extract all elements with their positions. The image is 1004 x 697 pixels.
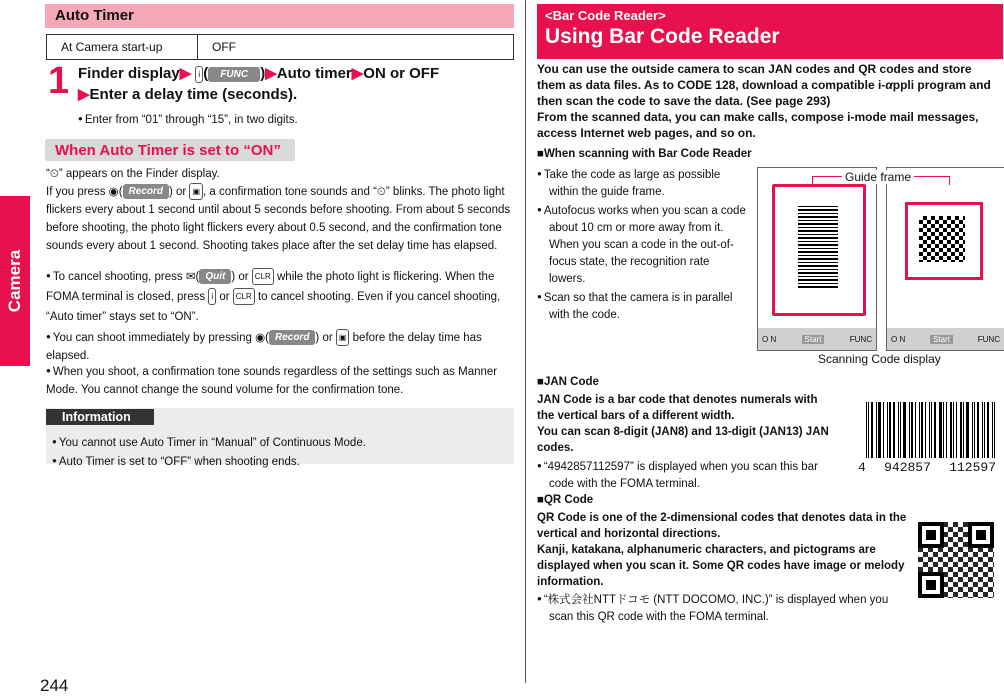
barcode-bar: [994, 402, 995, 458]
jan-bullet: ● “4942857112597” is displayed when you scan this bar code with the FOMA terminal.: [537, 457, 837, 493]
barcode-bar: [911, 402, 913, 458]
setting-label: At Camera start-up: [47, 35, 198, 60]
i-appli-key-icon: i: [195, 66, 203, 83]
scanning-caption: Scanning Code display: [818, 352, 941, 366]
barcode-bar: [866, 402, 867, 458]
chapter-header: [537, 4, 1003, 59]
clr-key-icon: CLR: [233, 288, 255, 305]
subhead: When Auto Timer is set to “ON”: [45, 139, 295, 161]
guide-frame-label: Guide frame: [842, 170, 914, 184]
intro-paragraph: You can use the outside camera to scan JAN codes and QR codes and store them as data files. As to CODE 128, download a compatible i-αppli program and then scan the code to save the data. (See page 293) From the scanned data, you can make calls, compose i-mode mail messages, access Internet web pages, and so on.: [537, 62, 991, 140]
qr-title: ■QR Code: [537, 494, 594, 506]
barcode-bar: [878, 402, 881, 458]
shoot-now-bullet: ● You can shoot immediately by pressing ◉( Record ) or ▣ before the delay time has elapsed.: [46, 328, 516, 365]
barcode-bar: [900, 402, 901, 458]
jan-digits: 4 942857 112597: [858, 460, 996, 475]
information-box: [46, 408, 514, 468]
barcode-bar: [963, 402, 964, 458]
barcode-bar: [898, 402, 899, 458]
barcode-bar: [982, 402, 983, 458]
barcode-bar: [915, 402, 916, 458]
timer-icon: ⏲: [49, 168, 59, 180]
scan-title: ■When scanning with Bar Code Reader: [537, 148, 752, 160]
barcode-bar: [953, 402, 954, 458]
mail-key-icon: ✉: [185, 271, 196, 283]
barcode-bar: [946, 402, 947, 458]
barcode-bar: [909, 402, 910, 458]
scan-screen-jan: [757, 167, 877, 351]
barcode-bar: [992, 402, 993, 458]
auto-timer-paragraph: “⏲” appears on the Finder display. If you press ◉( Record ) or ▣ , a confirmation tone sounds and “⏲” blinks. The photo light flickers every about 1 second until about 5 seconds before shooting. From about 5 seconds before shooting, the photo light flickers every about 0.5 second, and the confirmation tone sounds every about 1 second. Shooting takes place after the set delay time has elapsed.: [46, 168, 511, 252]
scan-screen-qr: [886, 167, 1004, 351]
barcode-bar: [919, 402, 920, 458]
phone-softkey-bar: O N Start FUNC: [887, 328, 1004, 350]
step-number: 1: [48, 60, 70, 102]
barcode-bar: [943, 402, 944, 458]
step-note: ● Enter from “01” through “15”, in two digits.: [78, 110, 298, 129]
sound-bullet: ● When you shoot, a confirmation tone sounds regardless of the settings such as Manner Mode. You cannot change the sound volume for the confirmation tone.: [46, 362, 516, 399]
barcode-bar: [871, 402, 873, 458]
side-key-icon: ▣: [336, 329, 350, 346]
qr-code-image: [918, 522, 994, 598]
section-title: Auto Timer: [45, 4, 514, 28]
center-key-icon: ◉: [255, 332, 266, 344]
barcode-bar: [977, 402, 979, 458]
i-appli-key-icon: i: [208, 288, 216, 305]
barcode-bar: [931, 402, 932, 458]
page-number: 244: [40, 676, 69, 695]
center-key-icon: ◉: [108, 186, 119, 198]
barcode-bar: [876, 402, 877, 458]
barcode-bar: [887, 402, 888, 458]
barcode-bar: [956, 402, 957, 458]
quit-softkey-icon: Quit: [199, 269, 231, 284]
barcode-bar: [966, 402, 969, 458]
barcode-bar: [950, 402, 952, 458]
func-softkey-icon: FUNC: [208, 67, 260, 82]
barcode-preview: [798, 204, 838, 288]
barcode-bar: [974, 402, 975, 458]
step-instruction: Finder display▶ i ( FUNC )▶Auto timer▶ON or OFF ▶Enter a delay time (seconds).: [78, 65, 440, 103]
barcode-bar: [939, 402, 942, 458]
clr-key-icon: CLR: [252, 268, 274, 285]
barcode-bar: [972, 402, 973, 458]
barcode-bar: [893, 402, 895, 458]
cancel-bullet: ● To cancel shooting, press ✉( Quit ) or CLR while the photo light is flickering. When the FOMA terminal is closed, press i or CLR to cancel shooting. Even if you cancel shooting, “Auto timer” stays set to “ON”.: [46, 266, 516, 327]
info-item-2: ● Auto Timer is set to “OFF” when shooting ends.: [52, 452, 514, 471]
barcode-bar: [868, 402, 869, 458]
jan-title: ■JAN Code: [537, 376, 599, 388]
jan-text: JAN Code is a bar code that denotes numerals with the vertical bars of a different width. You can scan 8-digit (JAN8) and 13-digit (JAN13) JAN codes.: [537, 394, 829, 454]
scan-bullets: ● Take the code as large as possible within the guide frame. ● Autofocus works when you scan a code about 10 cm or more away from it. When you scan a code in the out-of-focus state, the recognition rate lowers. ● Scan so that the camera is in parallel with the code.: [537, 165, 747, 324]
barcode-bar: [883, 402, 884, 458]
setting-value: OFF: [198, 35, 514, 60]
barcode-bar: [934, 402, 936, 458]
jan-barcode: [858, 402, 996, 475]
barcode-bar: [921, 402, 923, 458]
record-softkey-icon: Record: [123, 184, 169, 199]
qr-text: QR Code is one of the 2-dimensional codes that denotes data in the vertical and horizontal directions. Kanji, katakana, alphanumeric characters, and pictograms are displayed when you scan it. Some QR codes have image or melody information.: [537, 512, 907, 588]
barcode-bar: [903, 402, 906, 458]
barcode-bar: [925, 402, 926, 458]
phone-softkey-bar: O N Start FUNC: [758, 328, 876, 350]
barcode-bar: [889, 402, 891, 458]
side-tab-camera: Camera: [0, 196, 30, 366]
header-small: <Bar Code Reader>: [545, 8, 666, 23]
qr-preview: [919, 216, 965, 262]
barcode-bar: [984, 402, 985, 458]
timer-icon-blink: ⏲: [376, 186, 386, 198]
info-item-1: ● You cannot use Auto Timer in “Manual” of Continuous Mode.: [52, 433, 514, 452]
barcode-bar: [929, 402, 930, 458]
barcode-bar: [960, 402, 962, 458]
side-key-icon: ▣: [189, 183, 203, 200]
qr-bullet: ● “株式会社NTTドコモ (NTT DOCOMO, INC.)” is displayed when you scan this QR code with the FOMA terminal.: [537, 590, 897, 626]
record-softkey-icon: Record: [269, 330, 315, 345]
barcode-bar: [987, 402, 989, 458]
information-title: Information: [46, 409, 154, 425]
setting-table: [46, 34, 514, 60]
column-divider: [525, 0, 526, 683]
header-large: Using Bar Code Reader: [545, 25, 780, 48]
